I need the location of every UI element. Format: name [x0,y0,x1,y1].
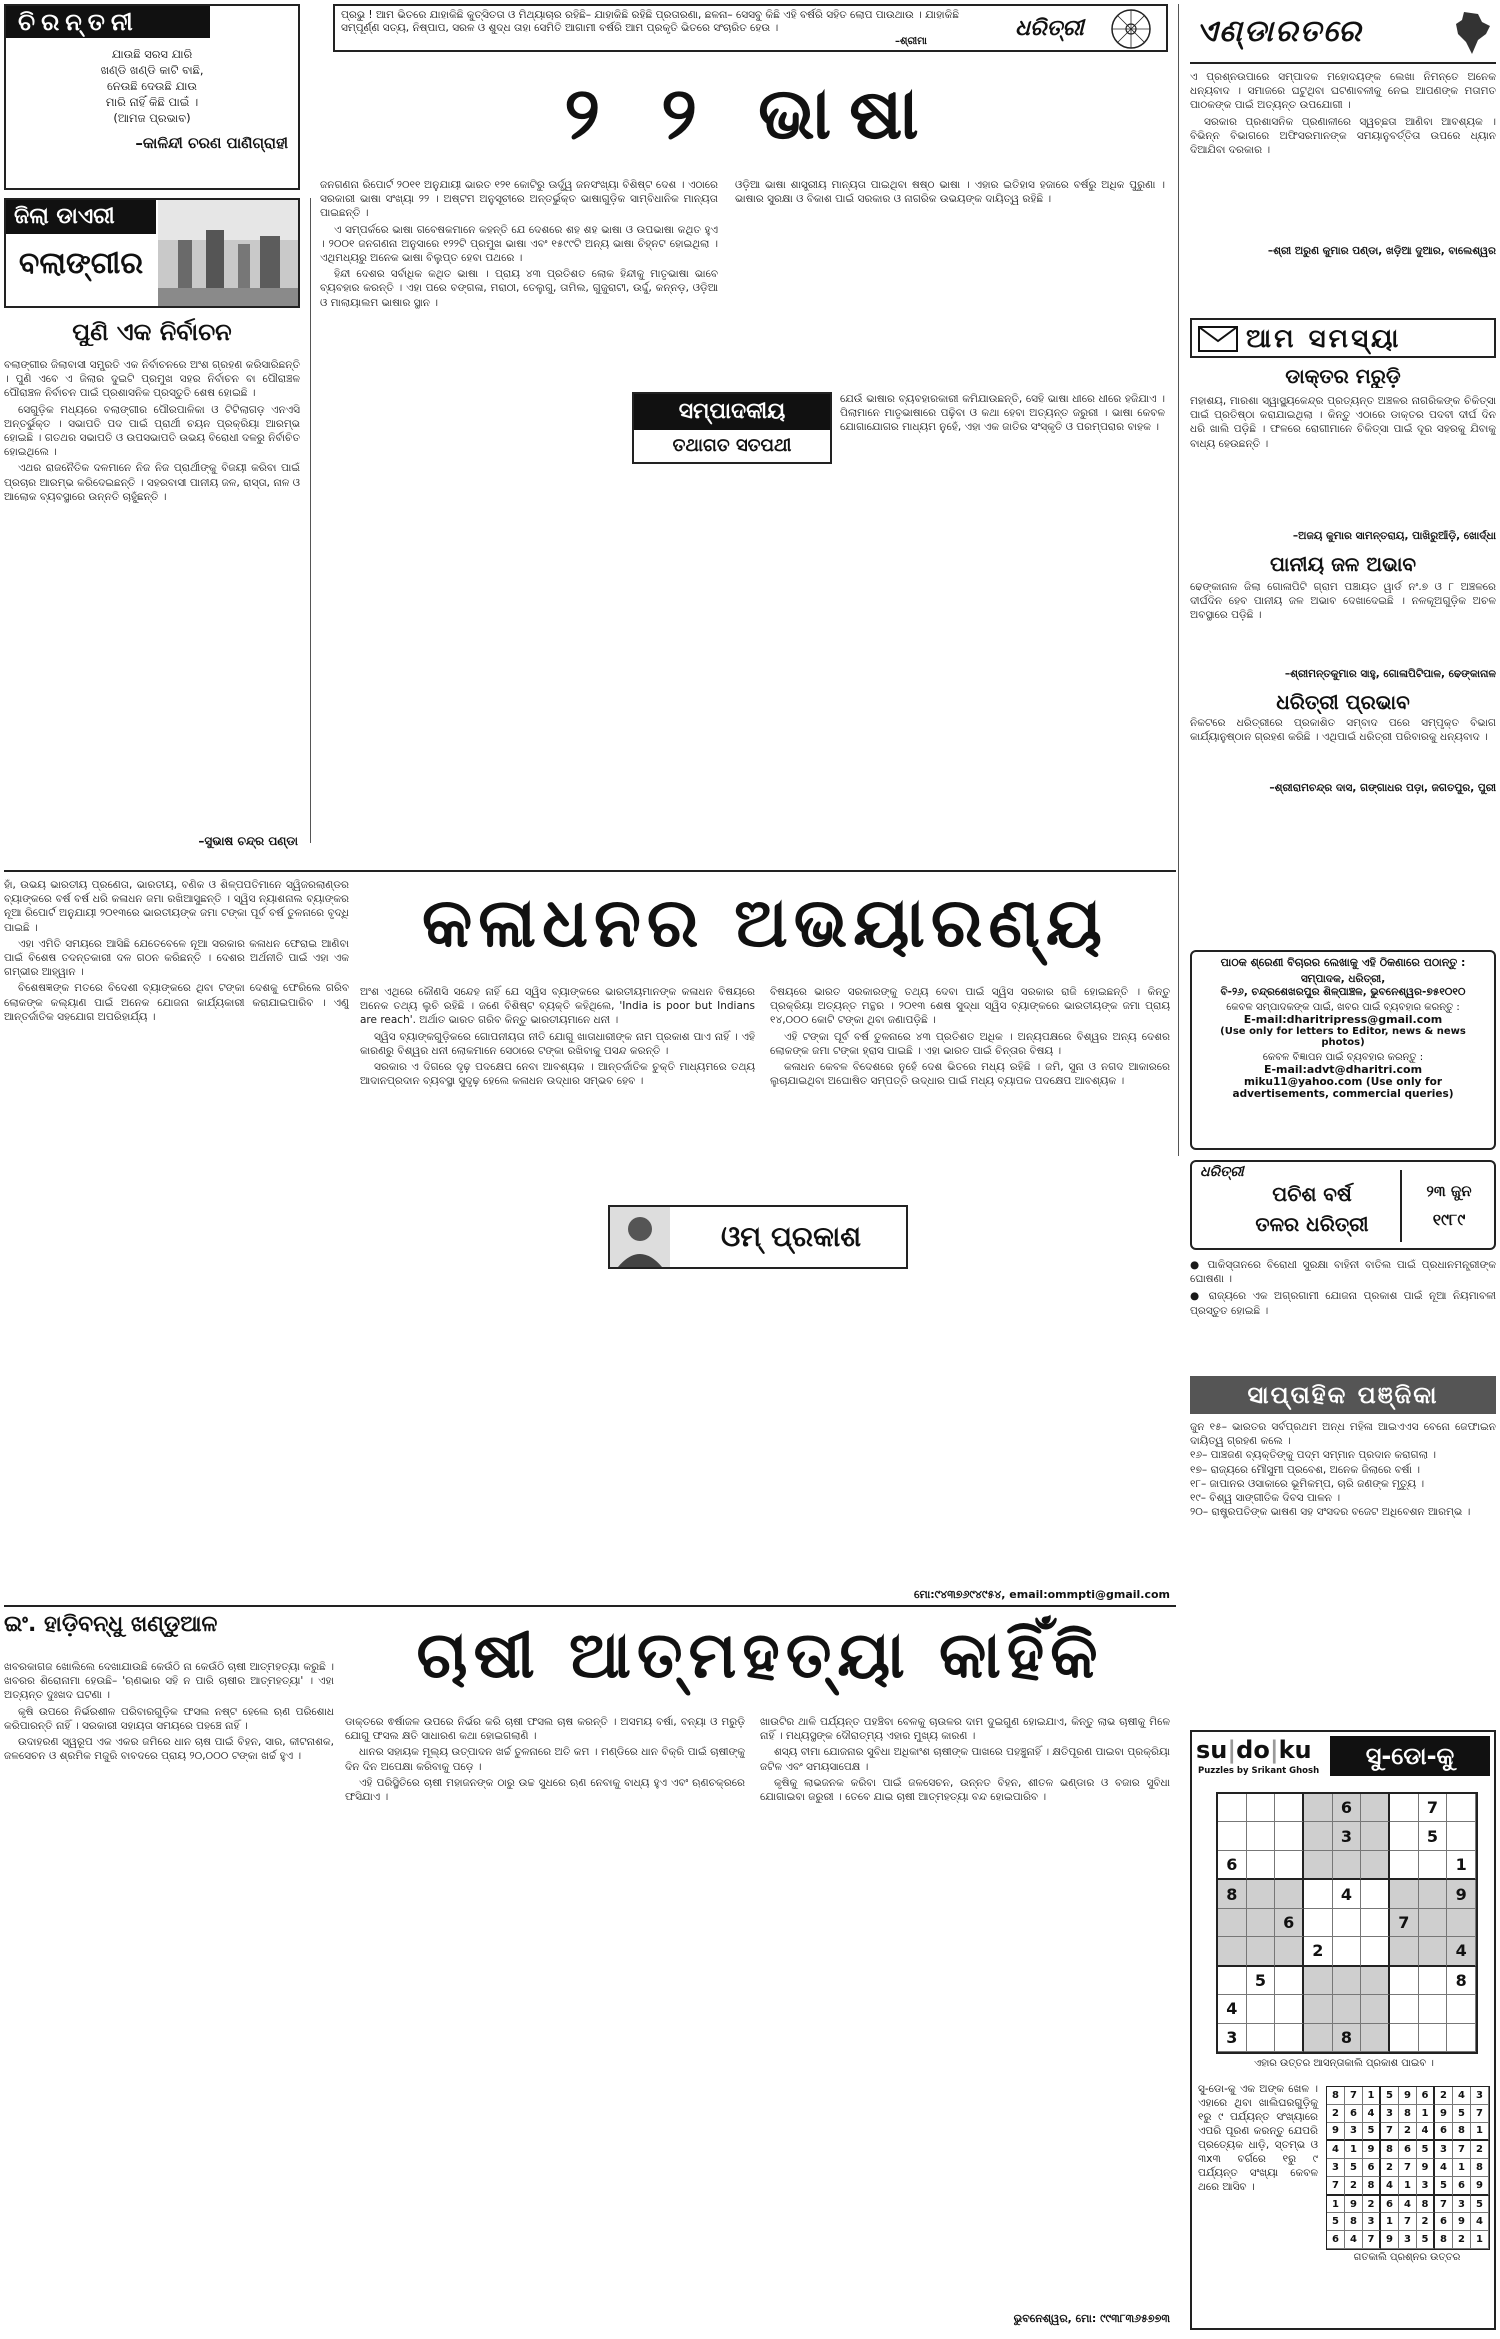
kaladhana-author: ଓମ୍ ପ୍ରକାଶ [720,1220,862,1253]
paragraph: ଖାଉଟିର ଥାଳି ପର୍ଯ୍ୟନ୍ତ ପହଞ୍ଚିବା ବେଳକୁ ଚାଉଳର ଦାମ ଦୁଇଗୁଣ ହୋଇଯାଏ, କିନ୍ତୁ ଲାଭ ଚାଷୀକୁ ମିଳେ ନାହିଁ । ମଧ୍ୟସ୍ଥଙ୍କ ଦୌରାତ୍ମ୍ୟ ଏହାର ମୁଖ୍ୟ କାରଣ । [760,1716,1170,1743]
sudoku-cell: 9 [1453,2213,1471,2231]
panjika-item: ୧୯– ବିଶ୍ୱ ସାଙ୍ଗୀତିକ ଦିବସ ପାଳନ । [1190,1492,1341,1505]
sudoku-cell [1247,2024,1276,2052]
sudoku-cell: 5 [1345,2159,1363,2177]
sudoku-cell [1419,1880,1448,1908]
daktar-heading: ଡାକ୍ତର ମରୁଡ଼ି [1285,364,1401,388]
pachis-barsha-box [1190,1160,1496,1250]
sudoku-grid [1216,1792,1478,2054]
pachis-date-1: ୨୩ ଜୁନ [1426,1182,1472,1200]
sudoku-cell: 8 [1417,2196,1435,2214]
paragraph: ଉଦାହରଣ ସ୍ୱରୂପ ଏକ ଏକର ଜମିରେ ଧାନ ଚାଷ ପାଇଁ ବିହନ, ସାର, କୀଟନାଶକ, ଜଳସେଚନ ଓ ଶ୍ରମିକ ମଜୁରି ବାବଦରେ ପ୍ରାୟ ୨୦,୦୦୦ ଟଙ୍କା ଖର୍ଚ୍ଚ ହୁଏ । [4,1736,334,1763]
sudoku-cell [1218,1822,1247,1850]
paragraph: କୃଷିକୁ ଲାଭଜନକ କରିବା ପାଇଁ ଜଳସେଚନ, ଉନ୍ନତ ବିହନ, ଶୀତଳ ଭଣ୍ଡାର ଓ ବଜାର ସୁବିଧା ଯୋଗାଇବା ଜରୁରୀ । ତେବେ ଯାଇ ଚାଷୀ ଆତ୍ମହତ୍ୟା ବନ୍ଦ ହୋଇପାରିବ । [760,1776,1170,1804]
sudoku-cell [1275,1937,1304,1966]
paragraph: ଧାନର ସହାୟକ ମୂଲ୍ୟ ଉତ୍ପାଦନ ଖର୍ଚ୍ଚ ତୁଳନାରେ ଅତି କମ । ମଣ୍ଡିରେ ଧାନ ବିକ୍ରି ପାଇଁ ଚାଷୀଙ୍କୁ ଦିନ ଦିନ ଅପେକ୍ଷା କରିବାକୁ ପଡ଼େ । [345,1746,745,1773]
sudoku-cell [1361,1909,1390,1937]
paragraph: ଏ ସମ୍ପର୍କରେ ଭାଷା ଗବେଷକମାନେ କହନ୍ତି ଯେ ଦେଶରେ ଶହ ଶହ ଭାଷା ଓ ଉପଭାଷା କଥିତ ହୁଏ । ୨୦୦୧ ଜନଗଣନା ଅନୁସାରେ ୧୨୨ଟି ପ୍ରମୁଖ ଭାଷା ଏବଂ ୧୫୯୯ଟି ଅନ୍ୟ ଭାଷା ଚିହ୍ନଟ ହୋଇଥିଲା । ଏଥିମଧ୍ୟରୁ ଅନେକ ଭାଷା ବିଲୁପ୍ତ ହେବା ପଥରେ । [320,223,718,265]
dharitri-quote-logo: ଧରିତ୍ରୀ [1015,16,1084,41]
pachis-title-1: ପଚିଶ ବର୍ଷ [1272,1182,1352,1206]
om-prakash-byline [608,1205,908,1269]
sudoku-cell: 5 [1453,2105,1471,2123]
sudoku-cell: 3 [1453,2196,1471,2214]
saptahika-panjika-title: ସାପ୍ତାହିକ ପଞ୍ଜିକା [1190,1376,1496,1414]
sudoku-cell [1419,1851,1448,1880]
sudoku-cell [1390,1822,1419,1850]
pachis-item: ● ରାଜ୍ୟରେ ଏକ ଅଗ୍ରଗାମୀ ଯୋଜନା ପ୍ରକାଶ ପାଇଁ ନୂଆ ନିୟମାବଳୀ ପ୍ରସ୍ତୁତ ହୋଇଛି । [1190,1290,1496,1317]
sudoku-cell: 6 [1327,2231,1345,2249]
kaladhana-col3 [770,985,1170,1585]
paragraph: ଏହା ଏମିତି ସମୟରେ ଆସିଛି ଯେତେବେଳେ ନୂଆ ସରକାର କଳାଧନ ଫେରାଇ ଆଣିବା ପାଇଁ ବିଶେଷ ତଦନ୍ତକାରୀ ଦଳ ଗଠନ କରିଛନ୍ତି । ଦେଶର ଅର୍ଥନୀତି ପାଇଁ ଏହା ଏକ ଗମ୍ଭୀର ଆହ୍ୱାନ । [4,937,349,979]
sudoku-cell: 1 [1399,2177,1417,2196]
sudoku-cell [1419,1995,1448,2023]
sudoku-cell [1218,1967,1247,1995]
pachis-date-2: ୧୯୮୯ [1432,1210,1466,1229]
bhasha-article-col2 [735,178,1165,388]
pachis-items [1190,1258,1496,1368]
sudoku-cell: 9 [1417,2159,1435,2177]
sudoku-cell: 4 [1453,2087,1471,2105]
contact-editor-mail[interactable]: E-mail:dharitripress@gmail.com [1243,1013,1443,1026]
sudoku-cell: 8 [1345,2213,1363,2231]
sudoku-cell: 4 [1218,1995,1247,2023]
contact-editor-note: (Use only for letters to Editor, news & news photos) [1220,1026,1466,1048]
sudoku-caption: ଏହାର ଉତ୍ତର ଆସନ୍ତାକାଲି ପ୍ରକାଶ ପାଇବ । [1254,2058,1434,2069]
contact-editor-mail-label: କେବଳ ସମ୍ପାଦକଙ୍କ ପାଇଁ, ଖବର ପାଇଁ ବ୍ୟବହାର କରନ୍ତୁ : [1226,1002,1460,1013]
chakra-icon [1109,8,1153,50]
paragraph: ବିଶେଷଜ୍ଞଙ୍କ ମତରେ ବିଦେଶୀ ବ୍ୟାଙ୍କରେ ଥିବା ଟଙ୍କା ଦେଶକୁ ଫେରିଲେ ଗରିବ ଲୋକଙ୍କ କଲ୍ୟାଣ ପାଇଁ ଅନେକ ଯୋଜନା କାର୍ଯ୍ୟକାରୀ କରାଯାଇପାରିବ । ଏଣୁ ଆନ୍ତର୍ଜାତିକ ସହଯୋଗ ଅପରିହାର୍ଯ୍ୟ । [4,982,349,1023]
punhi-nirbachan-body [4,358,300,828]
chirantani-poem [6,46,298,126]
contact-ad-mail2[interactable]: miku11@yahoo.com (Use only for advertisements, commercial queries) [1232,1076,1454,1100]
paragraph: ହାଁ, ଉଭୟ ଭାରତୀୟ ପ୍ରଣେତା, ଭାରତୀୟ, ବଣିକ ଓ ଶିଳ୍ପପତିମାନେ ସ୍ୱିଜରଲାଣ୍ଡର ବ୍ୟାଙ୍କରେ ବର୍ଷ ବର୍ଷ ଧରି କଳାଧନ ଜମା ରଖିଆସୁଛନ୍ତି । ସ୍ୱିସ ନ୍ୟାଶନାଲ ବ୍ୟାଙ୍କର ନୂଆ ରିପୋର୍ଟ ଅନୁଯାୟୀ ୨୦୧୩ରେ ଭାରତୀୟଙ୍କ ଜମା ଟଙ୍କା ପୂର୍ବ ବର୍ଷ ତୁଳନାରେ ବୃଦ୍ଧି ପାଇଛି । [4,879,349,934]
sudoku-cell: 5 [1381,2087,1399,2105]
sudoku-cell [1247,1851,1276,1880]
sudoku-cell: 2 [1399,2123,1417,2142]
sudoku-cell [1275,1967,1304,1995]
sudoku-cell [1333,1995,1362,2023]
paragraph: କୃଷି ଉପରେ ନିର୍ଭରଶୀଳ ପରିବାରଗୁଡ଼ିକ ଫସଲ ନଷ୍ଟ ହେଲେ ଋଣ ପରିଶୋଧ କରିପାରନ୍ତି ନାହିଁ । ସରକାରୀ ସହାୟତା ସମୟରେ ପହଞ୍ଚେ ନାହିଁ । [4,1705,334,1732]
sudoku-cell: 3 [1218,2024,1247,2052]
sudoku-cell: 6 [1333,1794,1362,1822]
sudoku-cell: 2 [1363,2196,1381,2214]
sudoku-cell [1390,1794,1419,1822]
sudoku-cell: 7 [1453,2141,1471,2159]
sudoku-cell: 9 [1435,2105,1453,2123]
paragraph: ଖବରକାଗଜ ଖୋଲିଲେ ଦେଖାଯାଉଛି କେଉଁଠି ନା କେଉଁଠି ଚାଷୀ ଆତ୍ମହତ୍ୟା କରୁଛି । ଖବରର ଶିରୋନାମା ହେଉଛି– 'ଋଣଭାର ସହି ନ ପାରି ଚାଷୀର ଆତ୍ମହତ୍ୟା' । ଏହା ଅତ୍ୟନ୍ତ ଦୁଃଖଦ ଘଟଣା । [4,1661,334,1702]
sudoku-answer-grid [1326,2086,1490,2250]
sudoku-cell: 7 [1327,2177,1345,2196]
dharitri-prabhava-author: –ଶ୍ରୀରାମଚନ୍ଦ୍ର ଦାସ, ଗଙ୍ଗାଧର ପଡ଼ା, ଜଗତପୁର, ପୁରୀ [1269,782,1496,794]
sudoku-cell [1361,1995,1390,2023]
sudoku-cell [1218,1909,1247,1937]
paragraph: ଜନଗଣନା ରିପୋର୍ଟ ୨୦୧୧ ଅନୁଯାୟୀ ଭାରତ ୧୨୧ କୋଟିରୁ ଊର୍ଦ୍ଧ୍ୱ ଜନସଂଖ୍ୟା ବିଶିଷ୍ଟ ଦେଶ । ଏଠାରେ ସରକାରୀ ଭାଷା ସଂଖ୍ୟା ୨୨ । ଅଷ୍ଟମ ଅନୁସୂଚୀରେ ଅନ୍ତର୍ଭୁକ୍ତ ଭାଷାଗୁଡ଼ିକ ସାମ୍ବିଧାନିକ ମାନ୍ୟତା ପାଇଛନ୍ତି । [320,179,718,220]
contact-ad-mail[interactable]: E-mail:advt@dharitri.com [1263,1063,1423,1076]
chasi-col3 [760,1715,1170,2305]
odisha-bharat-body [1190,70,1496,240]
sudoku-cell: 4 [1471,2213,1489,2231]
sudoku-cell: 5 [1327,2213,1345,2231]
sudoku-cell: 5 [1471,2196,1489,2214]
dharitri-prabhava-heading: ଧରିତ୍ରୀ ପ୍ରଭାବ [1276,690,1410,714]
sudoku-cell [1218,1794,1247,1822]
paragraph: ଏଥର ରାଜନୈତିକ ଦଳମାନେ ନିଜ ନିଜ ପ୍ରାର୍ଥୀଙ୍କୁ ବିଜୟୀ କରିବା ପାଇଁ ପ୍ରଚାର ଆରମ୍ଭ କରିଦେଇଛନ୍ତି । ସହରବାସୀ ପାନୀୟ ଜଳ, ରାସ୍ତା, ନାଳ ଓ ଆଲୋକ ବ୍ୟବସ୍ଥାରେ ଉନ୍ନତି ଚାହୁଁଛନ୍ତି । [4,462,300,503]
sudoku-cell [1361,1880,1390,1908]
sudoku-cell: 8 [1453,2123,1471,2142]
sudoku-cell: 9 [1471,2177,1489,2196]
sudoku-cell: 5 [1363,2123,1381,2142]
paniya-author: –ଶ୍ରୀମନ୍ତକୁମାର ସାହୁ, ଗୋଳାପିଟିପାଳ, ଢେଙ୍କାନାଳ [1284,668,1496,680]
sudoku-cell [1275,1794,1304,1822]
shrima-quote-text: ପ୍ରଭୁ ! ଆମ ଭିତରେ ଯାହାକିଛି କୁତ୍ସିତତା ଓ ମିଥ୍ୟାଚାର ରହିଛି– ଯାହାକିଛି ରହିଛି ପ୍ରତାରଣା, ଛଳନା– ସେସବୁ କିଛି ଏହି ବର୍ଷରି ସହିତ ଲୋପ ପାଉଥାଉ । ଯାହାକିଛି ସମ୍ପୂର୍ଣ୍ଣ ସତ୍ୟ, ନିଷ୍ପାପ, ସରଳ ଓ ଶୁଦ୍ଧ ତାହା ସେମିତି ଆଗାମୀ ବର୍ଷରି ଆମ ପ୍ରକୃତି ଭିତରେ ସଂଚାରିତ ହେଉ । [341,9,959,34]
sudoku-cell: 3 [1381,2105,1399,2123]
saptahika-panjika-list [1190,1420,1496,1720]
sudoku-cell: 6 [1275,1909,1304,1937]
sudoku-cell [1361,1794,1390,1822]
paragraph: ଏହି ପରିସ୍ଥିତିରେ ଚାଷୀ ମହାଜନଙ୍କ ଠାରୁ ଉଚ୍ଚ ସୁଧରେ ଋଣ ନେବାକୁ ବାଧ୍ୟ ହୁଏ ଏବଂ ଋଣଚକ୍ରରେ ଫସିଯାଏ । [345,1776,745,1804]
sudoku-cell: 8 [1333,2024,1362,2052]
sudoku-cell [1333,1909,1362,1937]
sudoku-cell [1361,1822,1390,1850]
sudoku-cell [1447,1794,1476,1822]
sudoku-cell [1304,1909,1333,1937]
bhasha-article-col3 [840,392,1165,843]
dharitri-prabhava-body: ନିକଟରେ ଧରିତ୍ରୀରେ ପ୍ରକାଶିତ ସମ୍ବାଦ ପରେ ସମ୍ପୃକ୍ତ ବିଭାଗ କାର୍ଯ୍ୟାନୁଷ୍ଠାନ ଗ୍ରହଣ କରିଛି । ଏଥିପାଇଁ ଧରିତ୍ରୀ ପରିବାରକୁ ଧନ୍ୟବାଦ । [1190,717,1496,744]
paragraph: ସେଗୁଡ଼ିକ ମଧ୍ୟରେ ବଲାଙ୍ଗୀର ପୌରପାଳିକା ଓ ଟିଟିଲାଗଡ଼ ଏନଏସି ଅନ୍ତର୍ଭୁକ୍ତ । ସଭାପତି ପଦ ପାଇଁ ପ୍ରାର୍ଥୀ ଚୟନ ପ୍ରକ୍ରିୟା ଆରମ୍ଭ ହୋଇଛି । ଗତଥର ସଭାପତି ଓ ଉପସଭାପତି ଉଭୟ ବିରୋଧୀ ଦଳରୁ ନିର୍ବାଚିତ ହୋଇଥିଲେ । [4,403,300,459]
sudoku-cell: 4 [1417,2123,1435,2142]
sudoku-cell [1275,1851,1304,1880]
sudoku-cell: 1 [1327,2196,1345,2214]
sudoku-cell: 4 [1435,2159,1453,2177]
sudoku-cell [1361,1937,1390,1966]
sudoku-cell: 9 [1399,2087,1417,2105]
sudoku-cell [1390,1937,1419,1966]
fort-ruins-photo [158,200,298,306]
paragraph: ଅଂଶ ଏଥିରେ କୌଣସି ସନ୍ଦେହ ନାହିଁ ଯେ ସ୍ୱିସ ବ୍ୟାଙ୍କରେ ଭାରତୀୟମାନଙ୍କ କଳାଧନ ବିଷୟରେ ଅନେକ ତଥ୍ୟ ଲୁଚି ରହିଛି । ଜଣେ ବିଶିଷ୍ଟ ବ୍ୟକ୍ତି କହିଥିଲେ, 'India is poor but Indians are reach'. ଅର୍ଥାତ ଭାରତ ଗରିବ କିନ୍ତୁ ଭାରତୀୟମାନେ ଧନୀ । [360,986,755,1027]
paragraph: ଯେଉଁ ଭାଷାର ବ୍ୟବହାରକାରୀ କମିଯାଉଛନ୍ତି, ସେହି ଭାଷା ଧୀରେ ଧୀରେ ହଜିଯାଏ । ପିଲାମାନେ ମାତୃଭାଷାରେ ପଢ଼ିବା ଓ କଥା ହେବା ଅତ୍ୟନ୍ତ ଜରୁରୀ । ଭାଷା କେବଳ ଯୋଗାଯୋଗର ମାଧ୍ୟମ ନୁହେଁ, ଏହା ଏକ ଜାତିର ସଂସ୍କୃତି ଓ ପରମ୍ପରାର ବାହକ । [840,393,1165,434]
poem-line: ଖଣ୍ଡି ଖଣ୍ଡି କାଟି ବାଛି, [100,63,204,77]
sudoku-cell: 8 [1381,2141,1399,2159]
sudoku-cell: 4 [1381,2177,1399,2196]
sudoku-brand-do: do [1236,1736,1270,1764]
sudoku-title-odia: ସୁ-ଡୋ-କୁ [1330,1736,1490,1776]
sudoku-cell: 1 [1417,2105,1435,2123]
sudoku-cell: 1 [1363,2087,1381,2105]
sudoku-cell [1275,1822,1304,1850]
ama-samasya-title: ଆମ ସମସ୍ୟା [1246,324,1402,354]
sudoku-cell: 3 [1333,1822,1362,1850]
poem-line: ମାରି ନାହିଁ କିଛି ପାଇଁ । [105,95,199,109]
contact-address [1198,973,1488,999]
sudoku-cell [1447,1995,1476,2023]
sudoku-cell [1447,1909,1476,1937]
contact-intro: ପାଠକ ଶ୍ରେଣୀ ବିଚାରର ଲେଖାକୁ ଏହି ଠିକଣାରେ ପଠାନ୍ତୁ : [1220,956,1466,969]
sudoku-cell: 8 [1447,1967,1476,1995]
sudoku-cell: 8 [1327,2087,1345,2105]
envelope-icon [1198,326,1238,352]
sudoku-cell: 1 [1471,2231,1489,2249]
sudoku-cell [1304,2024,1333,2052]
poem-line: ଯାଉଛି ସରସ ଯାରି [111,47,193,61]
chasi-col2 [345,1715,745,2325]
sudoku-cell: 9 [1327,2123,1345,2142]
sudoku-cell [1390,2024,1419,2052]
punhi-nirbachan-author: –ସୁଭାଷ ଚନ୍ଦ୍ର ପଣ୍ଡା [198,834,298,848]
kaladhana-col2 [360,985,755,1585]
sudoku-cell: 8 [1399,2105,1417,2123]
sudoku-cell: 1 [1345,2141,1363,2159]
jilla-diary-district: ବଲାଙ୍ଗୀର [18,246,144,281]
sudoku-cell: 4 [1345,2231,1363,2249]
sudoku-cell: 5 [1417,2141,1435,2159]
sudoku-cell [1304,1880,1333,1908]
sudoku-cell [1333,1851,1362,1880]
pachis-logo: ଧରିତ୍ରୀ [1200,1164,1244,1180]
pachis-item: ● ପାକିସ୍ତାନରେ ବିରୋଧୀ ସୁରକ୍ଷା ବାହିନୀ ବାତିଲ ପାଇଁ ପ୍ରଧାନମନ୍ତ୍ରୀଙ୍କ ଘୋଷଣା । [1190,1259,1496,1286]
panjika-item: ଜୁନ ୧୫– ଭାରତର ସର୍ବପ୍ରଥମ ଅନ୍ଧ ମହିଳା ଆଇଏଏସ ବେନୋ ଜେଫାଇନ ଦାୟିତ୍ୱ ଗ୍ରହଣ କଲେ । [1190,1421,1496,1448]
sudoku-cell [1304,1851,1333,1880]
bhasha-article-col1 [320,178,718,843]
sudoku-cell: 7 [1419,1794,1448,1822]
sudoku-cell: 3 [1417,2177,1435,2196]
sudoku-cell: 6 [1399,2141,1417,2159]
sudoku-cell: 8 [1471,2159,1489,2177]
sudoku-cell: 6 [1435,2123,1453,2142]
sudoku-cell [1275,1880,1304,1908]
sudoku-cell [1419,2024,1448,2052]
paragraph: ଏହି ଟଙ୍କା ପୂର୍ବ ବର୍ଷ ତୁଳନାରେ ୪୩ ପ୍ରତିଶତ ଅଧିକ । ଅନ୍ୟପକ୍ଷରେ ବିଶ୍ୱର ଅନ୍ୟ ଦେଶର ଲୋକଙ୍କ ଜମା ଟଙ୍କା ହ୍ରାସ ପାଇଛି । ଏହା ଭାରତ ପାଇଁ ଚିନ୍ତାର ବିଷୟ । [770,1030,1170,1057]
daktar-author: –ଅଜୟ କୁମାର ସାମନ୍ତରାୟ, ପାଖିରୁଆଁଡ଼ି, ଖୋର୍ଦ୍ଧା [1292,530,1496,542]
sudoku-cell [1275,2024,1304,2052]
sudoku-cell: 1 [1471,2123,1489,2142]
sudoku-cell: 2 [1345,2177,1363,2196]
sudoku-credit: Puzzles by Srikant Ghosh [1198,1766,1320,1776]
sudoku-cell: 9 [1345,2196,1363,2214]
sudoku-cell: 8 [1218,1880,1247,1908]
paragraph: ବଲାଙ୍ଗୀର ଜିଲାବାସୀ ସମ୍ପ୍ରତି ଏକ ନିର୍ବାଚନରେ ଅଂଶ ଗ୍ରହଣ କରିସାରିଛନ୍ତି । ପୁଣି ଏବେ ଏ ଜିଲାର ଦୁଇଟି ପ୍ରମୁଖ ସହର ନିର୍ବାଚନ ବା ପୌରାଞ୍ଚଳ ପୌରାଞ୍ଚଳ ନିର୍ବାଚନ ପାଇଁ ପ୍ରଶାସନିକ ପ୍ରସ୍ତୁତି ଶେଷ ହୋଇଛି । [4,359,300,400]
sudoku-cell: 7 [1390,1909,1419,1937]
sudoku-cell: 7 [1471,2105,1489,2123]
bhasha-article-col4 [735,470,832,843]
chirantani-box [4,4,300,190]
chirantani-title: ଚିରନ୍ତନୀ [6,6,210,38]
sudoku-cell [1390,1995,1419,2023]
kaladhana-col1 [4,878,349,1578]
chirantani-author: –କାଳିନ୍ଦୀ ଚରଣ ପାଣିଗ୍ରାହୀ [135,134,288,152]
kaladhana-headline: କଳାଧନର ଅଭୟାରଣ୍ୟ [422,884,1108,963]
sudoku-cell: 3 [1363,2213,1381,2231]
sudoku-cell: 2 [1417,2213,1435,2231]
sudoku-cell [1361,2024,1390,2052]
shrima-signature: –ଶ୍ରୀମା [895,36,927,47]
sudoku-cell [1247,1880,1276,1908]
sudoku-cell: 1 [1453,2159,1471,2177]
sudoku-cell [1218,1937,1247,1966]
paragraph: ଡାକ୍ତରେ ଵର୍ଷାଜଳ ଉପରେ ନିର୍ଭର କରି ଚାଷୀ ଫସଲ ଚାଷ କରନ୍ତି । ଅସମୟ ବର୍ଷା, ବନ୍ୟା ଓ ମରୁଡ଼ି ଯୋଗୁ ଫସଲ କ୍ଷତି ସାଧାରଣ କଥା ହୋଇଗଲାଣି । [345,1716,745,1743]
sudoku-cell: 7 [1435,2196,1453,2214]
paragraph: କଳାଧନ କେବଳ ବିଦେଶରେ ନୁହେଁ ଦେଶ ଭିତରେ ମଧ୍ୟ ରହିଛି । ଜମି, ସୁନା ଓ ନଗଦ ଆକାରରେ ଲୁଚାଯାଇଥିବା ଅଘୋଷିତ ସମ୍ପତ୍ତି ଉଦ୍ଧାର ପାଇଁ ମଧ୍ୟ ବ୍ୟାପକ ପଦକ୍ଷେପ ଆବଶ୍ୟକ । [770,1061,1170,1088]
sudoku-cell: 7 [1345,2087,1363,2105]
sudoku-cell: 6 [1417,2087,1435,2105]
sudoku-cell [1447,2024,1476,2052]
sudoku-cell: 8 [1363,2177,1381,2196]
sudoku-cell: 1 [1381,2213,1399,2231]
odisha-bharat-logo: ଏଣ୍ଡାରତରେ [1196,14,1363,49]
sudoku-cell: 2 [1327,2105,1345,2123]
sudoku-answer-caption: ଗତକାଲି ପ୍ରଶ୍ନର ଉତ୍ତର [1353,2252,1461,2263]
sudoku-cell [1361,1851,1390,1880]
odisha-bharat-logo-box [1190,4,1496,64]
sudoku-cell [1333,1967,1362,1995]
india-map-icon [1452,10,1492,56]
chasi-author: ଇଂ. ହାଡ଼ିବନ୍ଧୁ ଖଣ୍ଡୁଆଳ [4,1612,218,1637]
paragraph: ଶସ୍ୟ ବୀମା ଯୋଜନାର ସୁବିଧା ଅଧିକାଂଶ ଚାଷୀଙ୍କ ପାଖରେ ପହଞ୍ଚୁନାହିଁ । କ୍ଷତିପୂରଣ ପାଇବା ପ୍ରକ୍ରିୟା ଜଟିଳ ଏବଂ ସମୟସାପେକ୍ଷ । [760,1746,1170,1773]
sudoku-cell: 9 [1381,2231,1399,2249]
sudoku-cell: 3 [1327,2159,1345,2177]
sudoku-cell: 4 [1333,1880,1362,1908]
sudoku-cell [1247,1909,1276,1937]
sudoku-cell [1390,1851,1419,1880]
paniya-body: ଢେଙ୍କାନାଳ ଜିଲା ଗୋଳାପିଟି ଗ୍ରାମ ପଞ୍ଚାୟତ ୱାର୍ଡ ନଂ.୭ ଓ ୮ ଅଞ୍ଚଳରେ ଦୀର୍ଘଦିନ ହେବ ପାନୀୟ ଜଳ ଅଭାବ ଦେଖାଦେଇଛି । ନଳକୂଅଗୁଡ଼ିକ ଅଚଳ ଅବସ୍ଥାରେ ପଡ଼ିଛି । [1190,581,1496,622]
sudoku-cell: 8 [1435,2231,1453,2249]
sudoku-cell: 6 [1363,2159,1381,2177]
sudoku-cell [1304,1995,1333,2023]
sudoku-howto: ସୁ-ଡୋ-କୁ ଏକ ଅଙ୍କ ଖେଳ । ଏହାରେ ଥିବା ଖାଲିଘରଗୁଡ଼ିକୁ ୧ରୁ ୯ ପର୍ଯ୍ୟନ୍ତ ସଂଖ୍ୟାରେ ଏପରି ପୂରଣ କରନ୍ତୁ ଯେପରି ପ୍ରତ୍ୟେକ ଧାଡ଼ି, ସ୍ତମ୍ଭ ଓ ୩x୩ ବର୍ଗରେ ୧ରୁ ୯ ପର୍ଯ୍ୟନ୍ତ ସଂଖ୍ୟା କେବଳ ଥରେ ଆସିବ । [1198,2083,1318,2193]
panjika-item: ୧୭– ରାଜ୍ୟରେ ମୌସୁମୀ ପ୍ରବେଶ, ଅନେକ ଜିଲାରେ ବର୍ଷା । [1190,1463,1420,1476]
jilla-diary-block [4,198,300,308]
paragraph: ଏ ପ୍ରଶ୍ନଉପାରେ ସମ୍ପାଦକ ମହୋଦୟଙ୍କ ଲେଖା ନିମନ୍ତେ ଅନେକ ଧନ୍ୟବାଦ । ସମାଜରେ ଘଟୁଥିବା ଘଟଣାବଳୀକୁ ନେଇ ଆପଣଙ୍କ ମତାମତ ପାଠକଙ୍କ ପାଇଁ ଅତ୍ୟନ୍ତ ଉପଯୋଗୀ । [1190,71,1496,112]
sudoku-cell: 9 [1363,2141,1381,2159]
sudoku-cell: 7 [1363,2231,1381,2249]
sudoku-cell [1247,1794,1276,1822]
sudoku-cell [1390,1880,1419,1908]
sudoku-cell: 3 [1345,2123,1363,2142]
sudoku-cell [1333,1937,1362,1966]
panjika-item: ୧୮– ଜାପାନର ଓସାକାରେ ଭୂମିକମ୍ପ, ଚାରି ଜଣଙ୍କ ମୃତ୍ୟୁ । [1190,1477,1425,1490]
sudoku-cell: 6 [1453,2177,1471,2196]
address-line: ସମ୍ପାଦକ, ଧରିତ୍ରୀ, [1300,973,1386,985]
sudoku-cell: 3 [1399,2231,1417,2249]
sudoku-cell: 2 [1471,2141,1489,2159]
poem-line: ନେଉଛି ଦେଉଛି ଯାଉ [107,79,197,93]
sudoku-cell [1247,1937,1276,1966]
sudoku-brand-su: su [1196,1736,1228,1764]
sudoku-cell: 6 [1435,2213,1453,2231]
sudoku-cell: 5 [1419,1822,1448,1850]
chasi-col1 [4,1660,334,2325]
paniya-heading: ପାନୀୟ ଜଳ ଅଭାବ [1269,552,1417,576]
sudoku-cell [1304,1967,1333,1995]
sudoku-brand-ku: ku [1278,1736,1312,1764]
sudoku-brand: su|do|ku [1196,1736,1312,1764]
sudoku-cell: 7 [1381,2123,1399,2142]
sudoku-cell: 5 [1435,2177,1453,2196]
panjika-item: ୧୬– ପାଞ୍ଚଜଣ ବ୍ୟକ୍ତିଙ୍କୁ ପଦ୍ମ ସମ୍ମାନ ପ୍ରଦାନ କରାଗଲା । [1190,1449,1436,1462]
sudoku-cell [1447,1822,1476,1850]
sudoku-cell: 3 [1471,2087,1489,2105]
sudoku-cell [1247,1822,1276,1850]
odisha-bharat-author: –ଶ୍ରୀ ଅରୁଣ କୁମାର ପଣ୍ଡା, ଖଡ଼ିଆ ଦୁଆର, ବାଲେଶ୍ୱର [1267,245,1496,257]
sudoku-cell: 2 [1453,2231,1471,2249]
pachis-title-2: ତଳର ଧରିତ୍ରୀ [1255,1212,1369,1236]
sudoku-cell: 2 [1435,2087,1453,2105]
sudoku-cell [1419,1967,1448,1995]
sudoku-cell: 9 [1447,1880,1476,1908]
sudoku-cell [1419,1937,1448,1966]
sudoku-cell [1419,1909,1448,1937]
sudoku-cell: 4 [1447,1937,1476,1966]
kaladhana-contact[interactable]: ମୋ:୯୪୩୭୬୯୪୯୫୪, email:ommpti@gmail.com [913,1588,1170,1601]
sudoku-cell [1247,1995,1276,2023]
address-line: ବି-୨୬, ଚନ୍ଦ୍ରଶେଖରପୁର ଶିଳ୍ପାଞ୍ଚଳ, ଭୁବନେଶ୍ୱର-୭୫୧୦୧୦ [1220,986,1466,998]
editorial-editor-name: ତଥାଗତ ସତପଥୀ [672,435,792,456]
punhi-nirbachan-headline: ପୁଣି ଏକ ନିର୍ବାଚନ [72,318,232,346]
paragraph: ହିନ୍ଦୀ ଦେଶର ସର୍ବାଧିକ କଥିତ ଭାଷା । ପ୍ରାୟ ୪୩ ପ୍ରତିଶତ ଲୋକ ହିନ୍ଦୀକୁ ମାତୃଭାଷା ଭାବେ ବ୍ୟବହାର କରନ୍ତି । ଏହା ପରେ ବଙ୍ଗଳା, ମରାଠୀ, ତେଲୁଗୁ, ତାମିଲ, ଗୁଜୁରାଟୀ, ଉର୍ଦ୍ଦୁ, କନ୍ନଡ଼, ଓଡ଼ିଆ ଓ ମାଲାୟାଲମ ଭାଷାର ସ୍ଥାନ । [320,268,718,309]
sudoku-cell: 5 [1417,2231,1435,2249]
daktar-body: ମହାଶୟ, ମାରଶା ସ୍ୱାସ୍ଥ୍ୟକେନ୍ଦ୍ର ପ୍ରତ୍ୟନ୍ତ ଅଞ୍ଚଳର ନାଗରିକଙ୍କ ଚିକିତ୍ସା ପାଇଁ ପ୍ରତିଷ୍ଠା କରାଯାଇଥିଲା । କିନ୍ତୁ ଏଠାରେ ଡାକ୍ତର ପଦବୀ ଦୀର୍ଘ ଦିନ ଧରି ଖାଲି ପଡ଼ିଛି । ଫଳରେ ରୋଗୀମାନେ ଚିକିତ୍ସା ପାଇଁ ଦୂର ସହରକୁ ଯିବାକୁ ବାଧ୍ୟ ହେଉଛନ୍ତି । [1190,395,1496,450]
sudoku-panel [1190,1730,1496,2330]
paragraph: ବିଷୟରେ ଭାରତ ସରକାରଙ୍କୁ ତଥ୍ୟ ଦେବା ପାଇଁ ସ୍ୱିସ ସରକାର ରାଜି ହୋଇଛନ୍ତି । କିନ୍ତୁ ପ୍ରକ୍ରିୟା ଅତ୍ୟନ୍ତ ମନ୍ଥର । ୨୦୧୩ ଶେଷ ସୁଦ୍ଧା ସ୍ୱିସ ବ୍ୟାଙ୍କରେ ଭାରତୀୟଙ୍କ ଜମା ପ୍ରାୟ ୧୪,୦୦୦ କୋଟି ଟଙ୍କା ଥିବା ଜଣାପଡ଼ିଛି । [770,986,1170,1027]
chasi-contact[interactable]: ଭୁବନେଶ୍ୱର, ମୋ: ୯୯୩୮୩୬୫୭୭୩ [1013,2312,1170,2325]
editorial-box [632,392,832,464]
sudoku-cell: 7 [1399,2213,1417,2231]
sudoku-cell: 4 [1363,2105,1381,2123]
sudoku-cell: 4 [1399,2196,1417,2214]
panjika-item: ୨୦– ରାଷ୍ଟ୍ରପତିଙ୍କ ଭାଷଣ ସହ ସଂସଦର ବଜେଟ ଅଧିବେଶନ ଆରମ୍ଭ । [1190,1506,1471,1519]
sudoku-cell [1361,1967,1390,1995]
sudoku-cell [1390,1967,1419,1995]
jilla-diary-label: ଜିଲା ଡାଏରୀ [6,200,156,234]
sudoku-cell: 6 [1345,2105,1363,2123]
paragraph: ଓଡ଼ିଆ ଭାଷା ଶାସ୍ତ୍ରୀୟ ମାନ୍ୟତା ପାଇଥିବା ଷଷ୍ଠ ଭାଷା । ଏହାର ଇତିହାସ ହଜାରେ ବର୍ଷରୁ ଅଧିକ ପୁରୁଣା । ଭାଷାର ସୁରକ୍ଷା ଓ ବିକାଶ ପାଇଁ ସରକାର ଓ ନାଗରିକ ଉଭୟଙ୍କ ଦାୟିତ୍ୱ ରହିଛି । [735,179,1165,206]
contact-ad-label: କେବଳ ବିଜ୍ଞାପନ ପାଇଁ ବ୍ୟବହାର କରନ୍ତୁ : [1262,1052,1424,1063]
sudoku-cell [1304,1794,1333,1822]
sudoku-cell: 6 [1381,2196,1399,2214]
contact-box [1190,950,1496,1150]
sudoku-cell [1275,1995,1304,2023]
sudoku-cell: 4 [1327,2141,1345,2159]
paragraph: ସରକାର ଏ ଦିଗରେ ଦୃଢ଼ ପଦକ୍ଷେପ ନେବା ଆବଶ୍ୟକ । ଆନ୍ତର୍ଜାତିକ ଚୁକ୍ତି ମାଧ୍ୟମରେ ତଥ୍ୟ ଆଦାନପ୍ରଦାନ ବ୍ୟବସ୍ଥା ସୁଦୃଢ଼ ହେଲେ କଳାଧନ ଉଦ୍ଧାର ସମ୍ଭବ ହେବ । [360,1061,755,1088]
sudoku-cell: 1 [1447,1851,1476,1880]
paragraph: ସ୍ୱିସ ବ୍ୟାଙ୍କଗୁଡ଼ିକରେ ଗୋପନୀୟତା ନୀତି ଯୋଗୁ ଖାତାଧାରୀଙ୍କ ନାମ ପ୍ରକାଶ ପାଏ ନାହିଁ । ଏହି କାରଣରୁ ବିଶ୍ୱର ଧନୀ ଲୋକମାନେ ସେଠାରେ ଟଙ୍କା ରଖିବାକୁ ପସନ୍ଦ କରନ୍ତି । [360,1030,755,1057]
sudoku-cell: 6 [1218,1851,1247,1880]
poem-line: (ଆମଜ ପ୍ରଭାବ) [113,111,191,125]
sudoku-cell: 2 [1381,2159,1399,2177]
paragraph: ସରକାର ପ୍ରଶାସନିକ ପ୍ରଣାଳୀରେ ସ୍ୱଚ୍ଛତା ଆଣିବା ଆବଶ୍ୟକ । ବିଭିନ୍ନ ବିଭାଗରେ ଅଫିସରମାନଙ୍କ ସମୟାନୁବର୍ତ୍ତିତା ଉପରେ ଧ୍ୟାନ ଦିଆଯିବା ଦରକାର । [1190,115,1496,157]
sudoku-cell [1304,1822,1333,1850]
main-headline-22-bhasha: ୨ ୨ ଭାଷା [564,71,937,155]
sudoku-cell: 5 [1247,1967,1276,1995]
chasi-headline: ଚାଷୀ ଆତ୍ମହତ୍ୟା କାହିଁକି [416,1619,1104,1693]
editorial-label: ସମ୍ପାଦକୀୟ [634,394,830,430]
shrima-quote-box [333,4,1168,52]
ama-samasya-banner [1190,318,1496,358]
sudoku-cell: 3 [1435,2141,1453,2159]
author-photo [610,1207,670,1267]
sudoku-cell: 7 [1399,2159,1417,2177]
sudoku-cell: 2 [1304,1937,1333,1966]
